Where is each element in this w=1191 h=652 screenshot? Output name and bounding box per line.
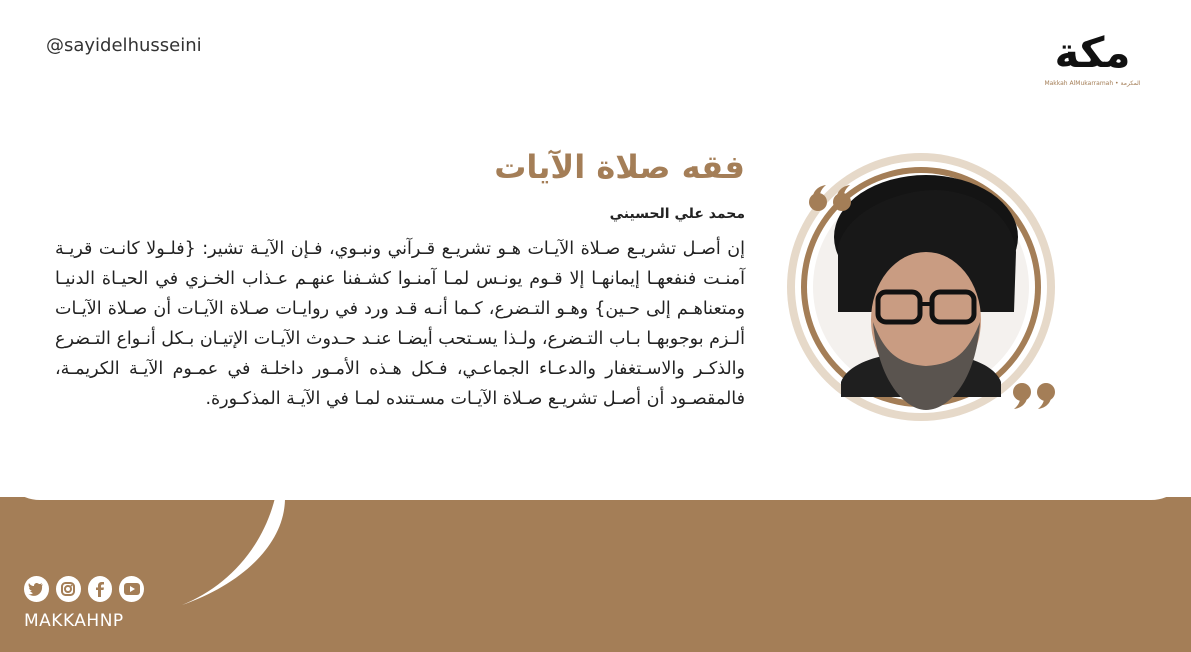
logo-subtitle: Makkah AlMukarramah • المكرمة [1044,80,1141,87]
twitter-icon[interactable] [24,576,49,602]
logo-wordmark: مكة [1054,28,1131,77]
article-title: فقه صلاة الآيات [494,148,745,186]
author-handle: @sayidelhusseini [46,35,202,56]
youtube-icon[interactable] [119,576,144,602]
closing-quote-icon [1013,383,1055,409]
article-author: محمد علي الحسيني [609,206,745,222]
social-links [24,576,144,604]
author-portrait [786,152,1056,422]
footer-handle: MAKKAHNP [24,611,124,631]
makkah-logo [1030,28,1155,90]
instagram-icon[interactable] [56,576,81,602]
article-body: إن أصـل تشريـع صـلاة الآيـات هـو تشريـع قـرآني ونبـوي، فـإن الآيـة تشير: {فلـولا كانـت قريـة آمنـت فنفعهـا إيمانهـا إلا قـوم يونـس لمـا آمنـوا كشـفنا عنهـم عـذاب الخـزي في الحيـاة الدنيـا ومتعناهـم إلى حـين} وهـو التـضرع، كـما أنـه قـد ورد في روايـات صـلاة الآيـات أن صـلاة الآيـات ألـزم بوجوبهـا بـاب التـضرع، ولـذا يسـتحب أيضـا عنـد حـدوث الآيـات الإتيـان بـكل أنـواع التـضرع والذكـر والاسـتغفار والدعـاء الجماعـي، فـكل هـذه الأمـور داخلـة في عمـوم الآيـة الكريمـة، فالمقصـود أن أصـل تشريـع صـلاة الآيـات مسـتنده لمـا في الآيـة المذكـورة. [55,239,745,409]
facebook-icon[interactable] [88,576,113,602]
